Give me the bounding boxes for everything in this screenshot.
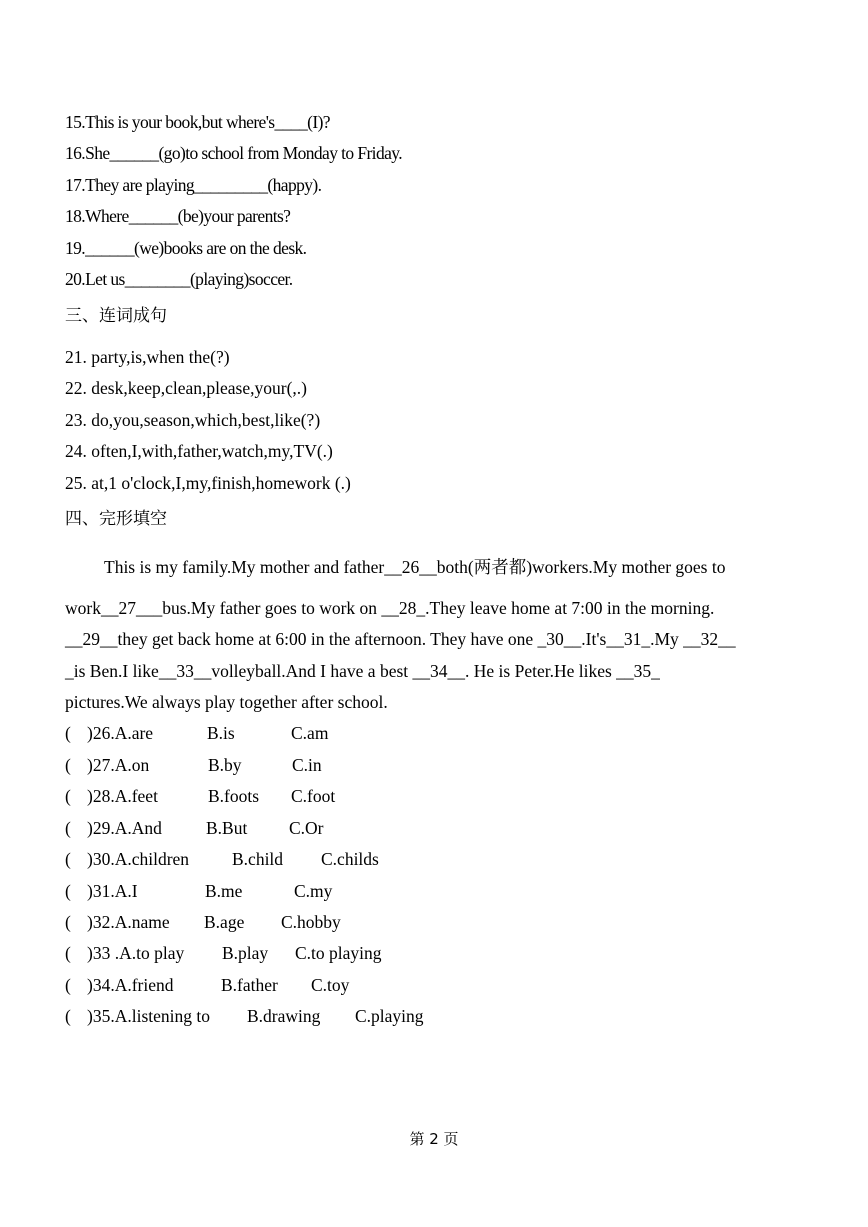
option-b: B.is [207,723,235,743]
option-c: C.my [294,881,333,901]
answer-blank: _________ [194,175,268,195]
option-b: B.foots [208,786,260,806]
question-21: 21. party,is,when the(?) [65,347,230,367]
option-row: ( )30.A.children B.child C.childs [65,849,379,869]
question-20: 20.Let us________(playing)soccer. [65,269,293,289]
answer-blank: __28_ [381,598,426,618]
question-25: 25. at,1 o'clock,I,my,finish,homework (.) [65,473,351,493]
question-18: 18.Where______(be)your parents? [65,206,291,226]
option-c: C.to playing [295,943,382,963]
option-c: C.childs [321,849,379,869]
option-row: ( )31.A.I B.me C.my [65,881,333,901]
option-b: B.drawing [247,1006,321,1026]
passage-line: _is Ben.I like__33__volleyball.And I have a best __34__. He is Peter.He likes __35_ [65,661,660,681]
option-b: B.child [232,849,284,869]
answer-blank: ________ [124,269,190,289]
option-row: ( )29.A.And B.But C.Or [65,818,324,838]
answer-blank: ____ [274,112,308,132]
option-b: B.But [206,818,248,838]
option-row: ( )35.A.listening to B.drawing C.playing [65,1006,424,1026]
option-c: C.foot [291,786,336,806]
option-row: ( )27.A.on B.by C.in [65,755,322,775]
option-row: ( )28.A.feet B.foots C.foot [65,786,336,806]
question-22: 22. desk,keep,clean,please,your(,.) [65,378,307,398]
answer-blank: __35_ [616,661,660,681]
passage-line: work__27___bus.My father goes to work on __28_.They leave home at 7:00 in the morning. [65,598,715,618]
passage-line: pictures.We always play together after school. [65,692,388,712]
section-title: 四、完形填空 [65,509,167,529]
passage-line: This is my family.My mother and father__26__both(两者都)workers.My mother goes to [104,557,726,577]
option-row: ( )33 .A.to play B.play C.to playing [65,943,382,963]
option-c: C.playing [355,1006,424,1026]
option-row: ( )34.A.friend B.father C.toy [65,975,350,995]
option-b: B.by [208,755,242,775]
answer-blank: _30__ [537,629,582,649]
question-17: 17.They are playing_________(happy). [65,175,322,195]
option-c: C.toy [311,975,350,995]
passage-line: __29__they get back home at 6:00 in the afternoon. They have one _30__.It's__31_.My __32__ [65,629,736,649]
question-16: 16.She______(go)to school from Monday to Friday. [65,143,403,163]
option-row: ( )32.A.name B.age C.hobby [65,912,341,932]
answer-blank: __32__ [683,629,736,649]
option-b: B.me [205,881,243,901]
section-title: 三、连词成句 [65,306,167,326]
answer-blank: ______ [109,143,159,163]
option-b: B.age [204,912,245,932]
question-19: 19.______(we)books are on the desk. [65,238,307,258]
answer-blank: __26__ [384,557,437,577]
question-23: 23. do,you,season,which,best,like(?) [65,410,321,430]
answer-blank: __31_ [606,629,651,649]
option-b: B.father [221,975,278,995]
option-c: C.in [292,755,322,775]
option-c: C.hobby [281,912,341,932]
option-c: C.am [291,723,329,743]
answer-blank: ______ [85,238,134,258]
page-number: 第 2 页 [409,1130,459,1148]
answer-blank: __29__ [65,629,118,649]
answer-blank: __27___ [100,598,163,618]
answer-blank: __33__ [158,661,212,681]
answer-blank: __34__ [412,661,466,681]
question-24: 24. often,I,with,father,watch,my,TV(.) [65,441,333,461]
option-c: C.Or [289,818,324,838]
answer-blank: ______ [128,206,178,226]
question-15: 15.This is your book,but where's____(I)? [65,112,330,132]
option-b: B.play [222,943,269,963]
option-row: ( )26.A.are B.is C.am [65,723,329,743]
